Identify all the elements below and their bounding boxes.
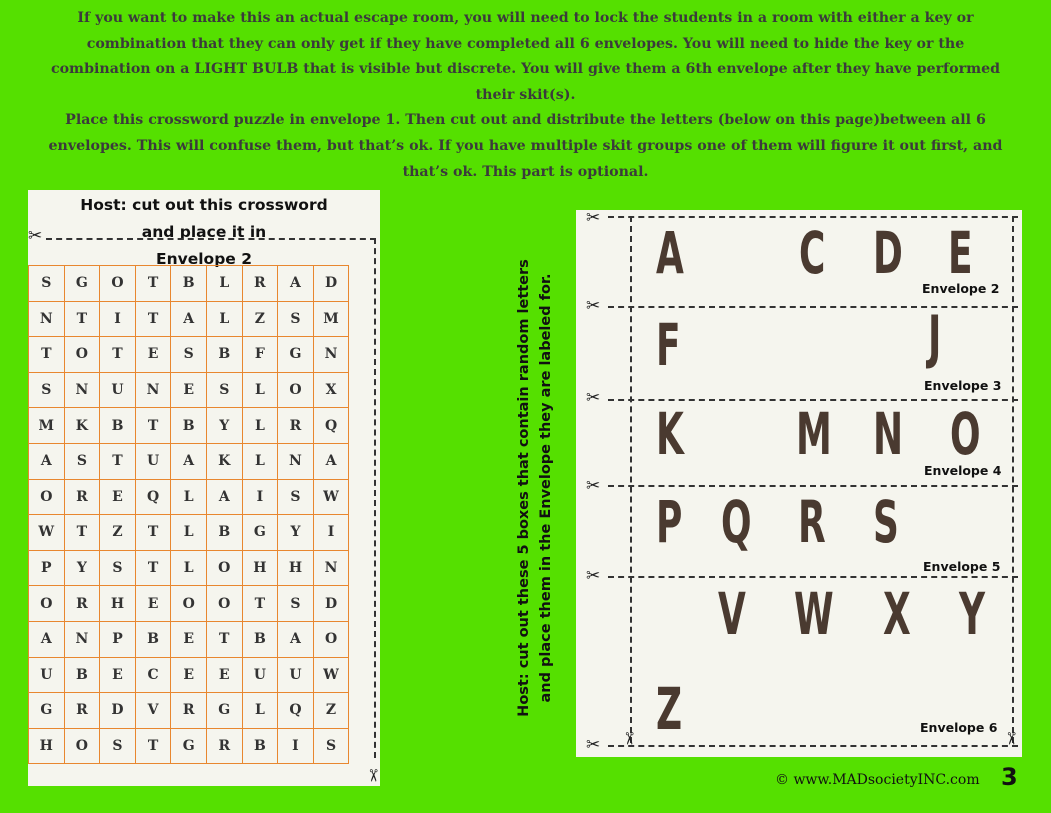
- letter-j: J: [928, 303, 942, 371]
- grid-cell: Z: [313, 693, 349, 729]
- letter-k: K: [656, 400, 684, 468]
- letter-p: P: [656, 488, 683, 556]
- letter-q: Q: [721, 488, 752, 556]
- grid-cell: L: [206, 301, 242, 337]
- grid-cell: L: [171, 515, 207, 551]
- grid-row: [29, 301, 349, 337]
- grid-cell: T: [100, 337, 136, 373]
- grid-cell: S: [278, 479, 314, 515]
- grid-cell: O: [313, 621, 349, 657]
- scissors-icon: ✂: [586, 476, 601, 496]
- envelope-4-label: Envelope 4: [924, 463, 1002, 478]
- envelope-3-label: Envelope 3: [924, 378, 1002, 393]
- grid-cell: R: [242, 266, 278, 302]
- grid-row: [29, 372, 349, 408]
- grid-cell: O: [100, 266, 136, 302]
- grid-cell: G: [242, 515, 278, 551]
- vertical-note-line-1: Host: cut out these 5 boxes that contain random letters: [516, 259, 532, 717]
- crossword-instruction-line-2: and place it in: [141, 223, 267, 241]
- grid-cell: S: [64, 443, 100, 479]
- grid-cell: T: [135, 301, 171, 337]
- grid-cell: N: [278, 443, 314, 479]
- grid-cell: S: [313, 728, 349, 764]
- grid-cell: U: [135, 443, 171, 479]
- grid-cell: E: [171, 372, 207, 408]
- grid-cell: O: [206, 550, 242, 586]
- cut-line: [1012, 216, 1014, 743]
- vertical-note-line-2: and place them in the Envelope they are labeled for.: [538, 273, 554, 703]
- grid-cell: R: [64, 479, 100, 515]
- grid-cell: W: [313, 657, 349, 693]
- letter-v: V: [718, 580, 746, 648]
- grid-cell: T: [206, 621, 242, 657]
- grid-cell: R: [64, 693, 100, 729]
- grid-cell: Q: [278, 693, 314, 729]
- grid-cell: A: [206, 479, 242, 515]
- grid-row: [29, 443, 349, 479]
- grid-cell: B: [135, 621, 171, 657]
- scissors-icon: ✂: [586, 388, 601, 408]
- grid-cell: L: [171, 550, 207, 586]
- grid-row: [29, 621, 349, 657]
- grid-cell: I: [242, 479, 278, 515]
- grid-row: [29, 728, 349, 764]
- grid-cell: T: [135, 408, 171, 444]
- grid-cell: B: [206, 337, 242, 373]
- envelope-5-label: Envelope 5: [923, 559, 1001, 574]
- grid-cell: E: [171, 657, 207, 693]
- grid-cell: N: [313, 550, 349, 586]
- grid-row: [29, 693, 349, 729]
- grid-cell: S: [278, 301, 314, 337]
- grid-cell: A: [171, 301, 207, 337]
- grid-cell: N: [64, 621, 100, 657]
- grid-row: [29, 550, 349, 586]
- crossword-instruction-line-3: Envelope 2: [156, 250, 252, 268]
- grid-cell: U: [100, 372, 136, 408]
- cut-line: [608, 576, 1018, 578]
- cut-line: [630, 216, 632, 743]
- crossword-grid: [28, 265, 349, 764]
- scissors-icon: ✂: [362, 768, 383, 783]
- intro-text: [40, 6, 1011, 185]
- grid-cell: A: [171, 443, 207, 479]
- grid-cell: A: [313, 443, 349, 479]
- grid-cell: X: [313, 372, 349, 408]
- grid-cell: Y: [64, 550, 100, 586]
- cut-line: [608, 216, 1018, 218]
- grid-cell: H: [278, 550, 314, 586]
- grid-cell: L: [171, 479, 207, 515]
- grid-cell: N: [313, 337, 349, 373]
- grid-cell: R: [171, 693, 207, 729]
- grid-cell: T: [64, 515, 100, 551]
- grid-cell: M: [29, 408, 65, 444]
- grid-cell: D: [100, 693, 136, 729]
- grid-cell: U: [278, 657, 314, 693]
- letter-r: R: [798, 488, 826, 556]
- grid-cell: L: [242, 693, 278, 729]
- grid-cell: Q: [135, 479, 171, 515]
- letter-d: D: [873, 219, 903, 287]
- cut-line: [608, 306, 1018, 308]
- grid-cell: L: [242, 443, 278, 479]
- grid-cell: I: [278, 728, 314, 764]
- grid-cell: P: [100, 621, 136, 657]
- grid-cell: G: [206, 693, 242, 729]
- envelope-6-label: Envelope 6: [920, 720, 998, 735]
- grid-cell: E: [100, 479, 136, 515]
- letter-o: O: [950, 400, 981, 468]
- letter-y: Y: [959, 580, 986, 648]
- letter-c: C: [799, 219, 826, 287]
- crossword-instructions: [28, 192, 380, 273]
- crossword-card: [28, 190, 383, 786]
- grid-cell: I: [100, 301, 136, 337]
- letter-z: Z: [656, 675, 683, 743]
- grid-cell: N: [29, 301, 65, 337]
- grid-cell: O: [29, 586, 65, 622]
- grid-cell: H: [29, 728, 65, 764]
- grid-cell: G: [278, 337, 314, 373]
- page-number: 3: [1001, 763, 1018, 791]
- grid-cell: Z: [100, 515, 136, 551]
- grid-cell: K: [64, 408, 100, 444]
- scissors-icon: ✂: [586, 735, 601, 755]
- grid-cell: O: [206, 586, 242, 622]
- vertical-host-note: [513, 238, 557, 738]
- grid-cell: E: [135, 337, 171, 373]
- grid-cell: L: [242, 372, 278, 408]
- grid-cell: P: [29, 550, 65, 586]
- grid-cell: E: [206, 657, 242, 693]
- grid-cell: R: [64, 586, 100, 622]
- grid-cell: V: [135, 693, 171, 729]
- scissors-icon: ✂: [28, 226, 43, 246]
- grid-cell: A: [278, 266, 314, 302]
- grid-cell: T: [64, 301, 100, 337]
- letter-n: N: [873, 400, 904, 468]
- grid-cell: E: [135, 586, 171, 622]
- grid-cell: A: [29, 443, 65, 479]
- grid-cell: K: [206, 443, 242, 479]
- letter-x: X: [883, 580, 911, 648]
- grid-cell: O: [64, 337, 100, 373]
- grid-cell: S: [171, 337, 207, 373]
- grid-cell: O: [171, 586, 207, 622]
- letters-card: [576, 210, 1022, 757]
- grid-cell: C: [135, 657, 171, 693]
- grid-cell: T: [135, 728, 171, 764]
- grid-cell: N: [64, 372, 100, 408]
- grid-cell: B: [64, 657, 100, 693]
- intro-paragraph-1: If you want to make this an actual escape room, you will need to lock the students in a room with either a key or combination that they can only get if they have completed all 6 envelopes. You will need to hide the key or the combination on a LIGHT BULB that is visible but discrete. You will give them a 6th envelope after they have performed their skit(s).: [50, 10, 1001, 103]
- letter-f: F: [656, 311, 681, 379]
- grid-cell: B: [171, 408, 207, 444]
- cut-line: [608, 485, 1018, 487]
- grid-cell: R: [206, 728, 242, 764]
- grid-cell: O: [278, 372, 314, 408]
- grid-cell: Q: [313, 408, 349, 444]
- grid-cell: M: [313, 301, 349, 337]
- grid-cell: S: [29, 266, 65, 302]
- grid-cell: B: [100, 408, 136, 444]
- grid-cell: Z: [242, 301, 278, 337]
- cut-line: [374, 238, 376, 758]
- grid-cell: T: [135, 266, 171, 302]
- scissors-icon: ✂: [586, 566, 601, 586]
- grid-cell: S: [278, 586, 314, 622]
- grid-cell: T: [29, 337, 65, 373]
- grid-cell: G: [171, 728, 207, 764]
- grid-cell: B: [242, 621, 278, 657]
- grid-cell: W: [313, 479, 349, 515]
- grid-row: [29, 266, 349, 302]
- grid-cell: B: [242, 728, 278, 764]
- grid-cell: R: [278, 408, 314, 444]
- envelope-2-label: Envelope 2: [922, 281, 1000, 296]
- grid-row: [29, 515, 349, 551]
- grid-cell: T: [100, 443, 136, 479]
- intro-paragraph-2: Place this crossword puzzle in envelope 1. Then cut out and distribute the letters (below on this page)between all 6 envelopes. This will confuse them, but that’s ok. If you have multiple skit groups one of them will figure it out first, and that’s ok. This part is optional.: [48, 112, 1003, 180]
- grid-cell: Y: [278, 515, 314, 551]
- scissors-icon: ✂: [618, 731, 639, 746]
- grid-cell: W: [29, 515, 65, 551]
- crossword-instruction-line-1: Host: cut out this crossword: [80, 196, 328, 214]
- grid-row: [29, 479, 349, 515]
- grid-cell: L: [206, 266, 242, 302]
- grid-cell: D: [313, 266, 349, 302]
- grid-cell: G: [64, 266, 100, 302]
- letter-w: W: [794, 580, 834, 648]
- grid-cell: U: [29, 657, 65, 693]
- scissors-icon: ✂: [1000, 731, 1021, 746]
- grid-cell: B: [171, 266, 207, 302]
- grid-cell: I: [313, 515, 349, 551]
- grid-cell: A: [278, 621, 314, 657]
- grid-cell: U: [242, 657, 278, 693]
- copyright-footer: © www.MADsocietyINC.com: [775, 772, 980, 788]
- grid-row: [29, 337, 349, 373]
- scissors-icon: ✂: [586, 208, 601, 228]
- grid-cell: T: [242, 586, 278, 622]
- grid-cell: O: [64, 728, 100, 764]
- grid-cell: O: [29, 479, 65, 515]
- cut-line: [608, 745, 1018, 747]
- grid-cell: A: [29, 621, 65, 657]
- grid-cell: H: [242, 550, 278, 586]
- grid-cell: S: [100, 728, 136, 764]
- letter-a: A: [656, 219, 684, 287]
- grid-cell: T: [135, 515, 171, 551]
- grid-cell: Y: [206, 408, 242, 444]
- letter-s: S: [873, 488, 899, 556]
- grid-cell: T: [135, 550, 171, 586]
- grid-cell: B: [206, 515, 242, 551]
- scissors-icon: ✂: [586, 296, 601, 316]
- grid-cell: E: [171, 621, 207, 657]
- grid-row: [29, 657, 349, 693]
- grid-cell: F: [242, 337, 278, 373]
- grid-cell: L: [242, 408, 278, 444]
- letter-m: M: [796, 400, 832, 468]
- grid-cell: D: [313, 586, 349, 622]
- grid-cell: S: [100, 550, 136, 586]
- grid-row: [29, 408, 349, 444]
- grid-row: [29, 586, 349, 622]
- grid-cell: E: [100, 657, 136, 693]
- grid-cell: S: [29, 372, 65, 408]
- cut-line: [46, 238, 376, 240]
- letter-e: E: [948, 219, 973, 287]
- grid-cell: S: [206, 372, 242, 408]
- grid-cell: N: [135, 372, 171, 408]
- grid-cell: G: [29, 693, 65, 729]
- grid-cell: H: [100, 586, 136, 622]
